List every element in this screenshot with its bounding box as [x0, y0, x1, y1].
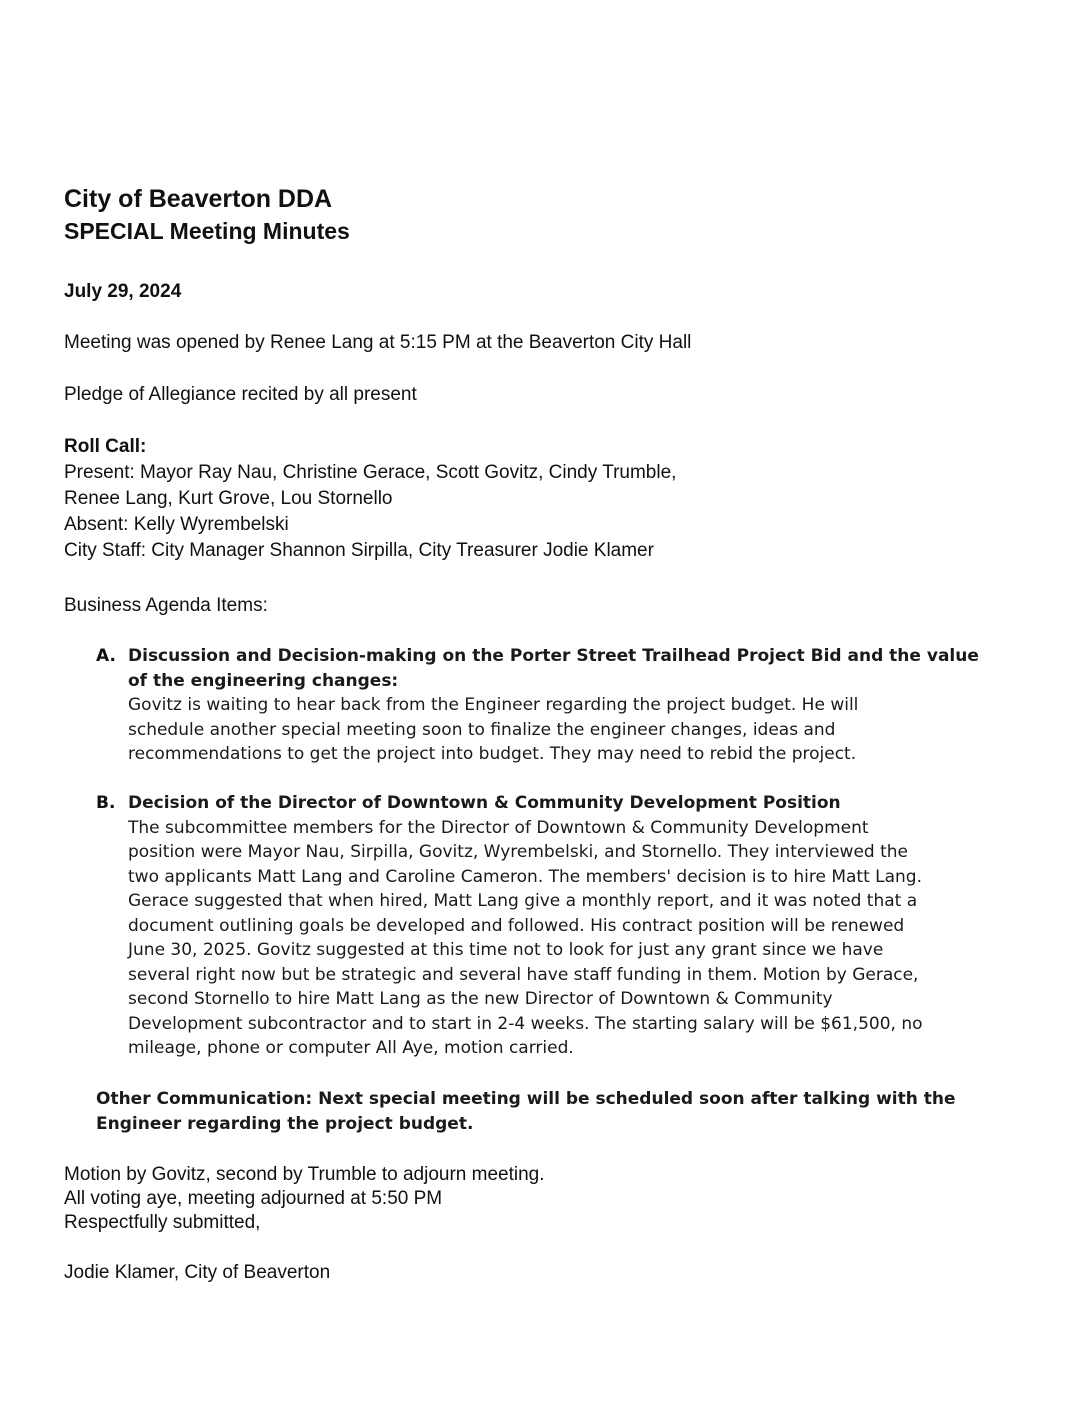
adjourn-vote: All voting aye, meeting adjourned at 5:50 PM: [64, 1188, 443, 1209]
item-a-title-line: Discussion and Decision-making on the Porter Street Trailhead Project Bid and the value: [128, 646, 979, 666]
item-b-body-line: document outlining goals be developed and followed. His contract position will be renewed: [128, 915, 905, 936]
item-a-body-line: recommendations to get the project into budget. They may need to rebid the project.: [128, 744, 857, 764]
document-subtitle: SPECIAL Meeting Minutes: [64, 218, 350, 244]
item-a: [128, 644, 1023, 767]
item-b-body-line: The subcommittee members for the Director of Downtown & Community Development: [128, 817, 869, 838]
opening-statement: Meeting was opened by Renee Lang at 5:15 PM at the Beaverton City Hall: [64, 332, 692, 353]
meeting-date: July 29, 2024: [64, 281, 182, 302]
other-communication-line: Other Communication: Next special meeting will be scheduled soon after talking with the: [96, 1089, 956, 1109]
other-communication-line: Engineer regarding the project budget.: [96, 1114, 474, 1134]
signature: Jodie Klamer, City of Beaverton: [64, 1262, 331, 1283]
item-b-body-line: June 30, 2025. Govitz suggested at this time not to look for just any grant since we have: [128, 940, 884, 960]
item-a-title-line: of the engineering changes:: [128, 670, 399, 691]
item-a-body-line: Govitz is waiting to hear back from the Engineer regarding the project budget. He will: [128, 695, 859, 715]
adjourn-motion: Motion by Govitz, second by Trumble to adjourn meeting.: [64, 1164, 545, 1185]
roll-call-present-cont: Renee Lang, Kurt Grove, Lou Stornello: [64, 488, 393, 509]
document-title: City of Beaverton DDA: [64, 185, 333, 213]
item-a-body-line: schedule another special meeting soon to finalize the engineer changes, ideas and: [128, 719, 836, 740]
item-b-body-line: two applicants Matt Lang and Caroline Cameron. The members' decision is to hire Matt Lang.: [128, 866, 923, 887]
item-b-body-line: Development subcontractor and to start in 2-4 weeks. The starting salary will be $61,500, no: [128, 1013, 923, 1034]
roll-call-absent: Absent: Kelly Wyrembelski: [64, 514, 289, 535]
item-b-body-line: several right now but be strategic and several have staff funding in them. Motion by Gerace,: [128, 964, 919, 985]
item-b-body-line: position were Mayor Nau, Sirpilla, Govitz, Wyrembelski, and Stornello. They interviewed the: [128, 842, 909, 862]
item-b-body-line: second Stornello to hire Matt Lang as the new Director of Downtown & Community: [128, 989, 833, 1009]
roll-call-present: Present: Mayor Ray Nau, Christine Gerace, Scott Govitz, Cindy Trumble,: [64, 462, 677, 483]
roll-call-city-staff: City Staff: City Manager Shannon Sirpilla, City Treasurer Jodie Klamer: [64, 540, 654, 561]
respectfully-submitted: Respectfully submitted,: [64, 1212, 261, 1233]
item-b-title-line: Decision of the Director of Downtown & Community Development Position: [128, 793, 841, 813]
item-b-body-line: Gerace suggested that when hired, Matt Lang give a monthly report, and it was noted that a: [128, 891, 918, 911]
roll-call-heading: Roll Call:: [64, 436, 147, 457]
business-agenda-heading: Business Agenda Items:: [64, 595, 268, 616]
item-b: [128, 791, 1023, 1061]
pledge-statement: Pledge of Allegiance recited by all present: [64, 384, 417, 405]
item-a-letter: A.: [96, 646, 116, 666]
item-b-letter: B.: [96, 793, 116, 813]
item-b-body-line: mileage, phone or computer All Aye, motion carried.: [128, 1038, 574, 1058]
